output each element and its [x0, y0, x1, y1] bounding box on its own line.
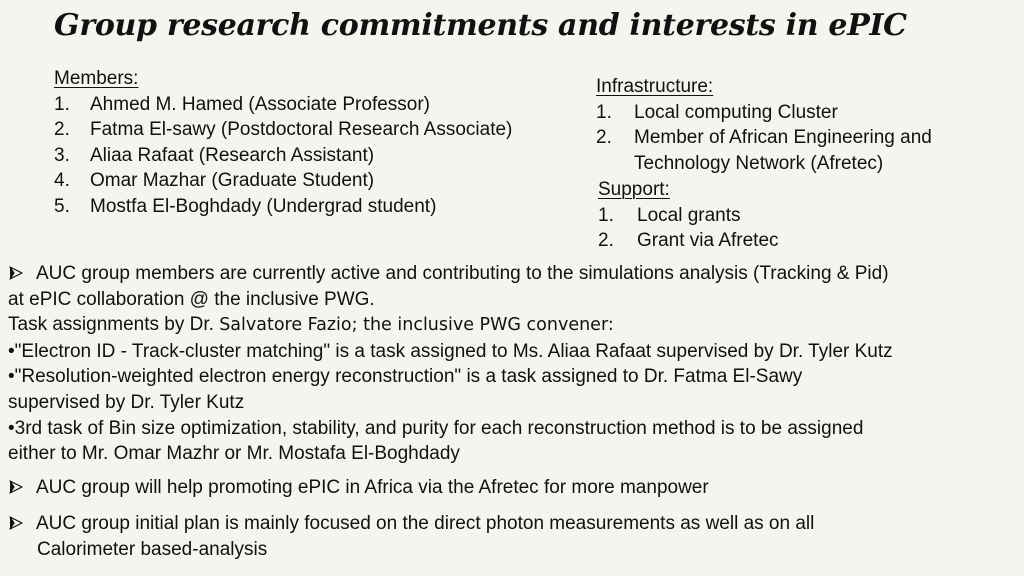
bullet-1-line-1	[8, 261, 1022, 287]
support-item: Grant via Afretec	[637, 230, 779, 252]
members-section	[54, 66, 512, 220]
bullet-1-text: AUC group members are currently active and contributing to the simulations analysis (Tracking & Pid)	[36, 263, 889, 284]
list-number: 1.	[596, 101, 612, 123]
list-number: 2.	[54, 119, 70, 141]
task-2-line-2: supervised by Dr. Tyler Kutz	[8, 391, 245, 413]
task-prefix: Task assignments by Dr.	[8, 314, 220, 336]
member-name: Ahmed M. Hamed (Associate Professor)	[90, 93, 431, 115]
member-name: Omar Mazhar (Graduate Student)	[90, 170, 375, 192]
list-item	[596, 100, 932, 126]
members-heading: Members:	[54, 68, 139, 89]
list-number: 5.	[54, 195, 70, 217]
task-convener: Salvatore Fazio; the inclusive PWG convener:	[219, 315, 614, 336]
arrow-bullet-icon	[8, 511, 36, 537]
list-item	[54, 168, 512, 194]
list-number: 4.	[54, 170, 70, 192]
list-item	[598, 203, 779, 229]
bullet-1-line-2: at ePIC collaboration @ the inclusive PWG.	[8, 288, 375, 310]
infrastructure-item-line2: Technology Network (Afretec)	[634, 152, 884, 174]
support-item: Local grants	[637, 204, 741, 226]
list-item	[598, 228, 779, 254]
task-3-line-1: •3rd task of Bin size optimization, stability, and purity for each reconstruction method is to be assigned	[8, 417, 864, 439]
bullet-2	[8, 475, 709, 501]
list-item	[54, 92, 512, 118]
body-paragraph	[8, 261, 1022, 467]
infrastructure-item	[634, 125, 932, 176]
bullet-3-text-line-1: AUC group initial plan is mainly focused on the direct photon measurements as well as on all	[36, 513, 815, 534]
infrastructure-item-line1: Member of African Engineering and	[634, 127, 932, 149]
member-name: Fatma El-sawy (Postdoctoral Research Associate)	[90, 119, 513, 141]
members-list	[54, 92, 512, 220]
task-3-line-2: either to Mr. Omar Mazhr or Mr. Mostafa El-Boghdady	[8, 443, 460, 465]
bullet-2-text: AUC group will help promoting ePIC in Africa via the Afretec for more manpower	[36, 477, 709, 498]
list-number: 1.	[598, 204, 614, 226]
list-item	[54, 194, 512, 220]
list-number: 3.	[54, 144, 70, 166]
infrastructure-heading: Infrastructure:	[596, 76, 714, 97]
infrastructure-section	[596, 74, 932, 176]
list-number: 2.	[598, 230, 614, 252]
arrow-bullet-icon	[8, 475, 36, 501]
task-2-line-1: •"Resolution-weighted electron energy reconstruction" is a task assigned to Dr. Fatma El-Sawy	[8, 366, 803, 388]
infrastructure-list	[596, 100, 932, 177]
page-title: Group research commitments and interests in ePIC	[54, 8, 907, 43]
infrastructure-item: Local computing Cluster	[634, 101, 838, 123]
task-1: •"Electron ID - Track-cluster matching" is a task assigned to Ms. Aliaa Rafaat supervised by Dr. Tyler Kutz	[8, 340, 893, 362]
list-item	[54, 143, 512, 169]
list-item	[596, 125, 932, 176]
bullet-3	[8, 511, 814, 562]
support-heading: Support:	[598, 179, 670, 200]
arrow-bullet-icon	[8, 261, 36, 287]
member-name: Mostfa El-Boghdady (Undergrad student)	[90, 195, 437, 217]
support-section	[598, 177, 779, 254]
support-list	[598, 203, 779, 254]
list-number: 1.	[54, 93, 70, 115]
bullet-3-text-line-2: Calorimeter based-analysis	[37, 538, 268, 560]
task-assignments-line	[8, 312, 1022, 339]
member-name: Aliaa Rafaat (Research Assistant)	[90, 144, 375, 166]
list-item	[54, 117, 512, 143]
list-number: 2.	[596, 127, 612, 149]
